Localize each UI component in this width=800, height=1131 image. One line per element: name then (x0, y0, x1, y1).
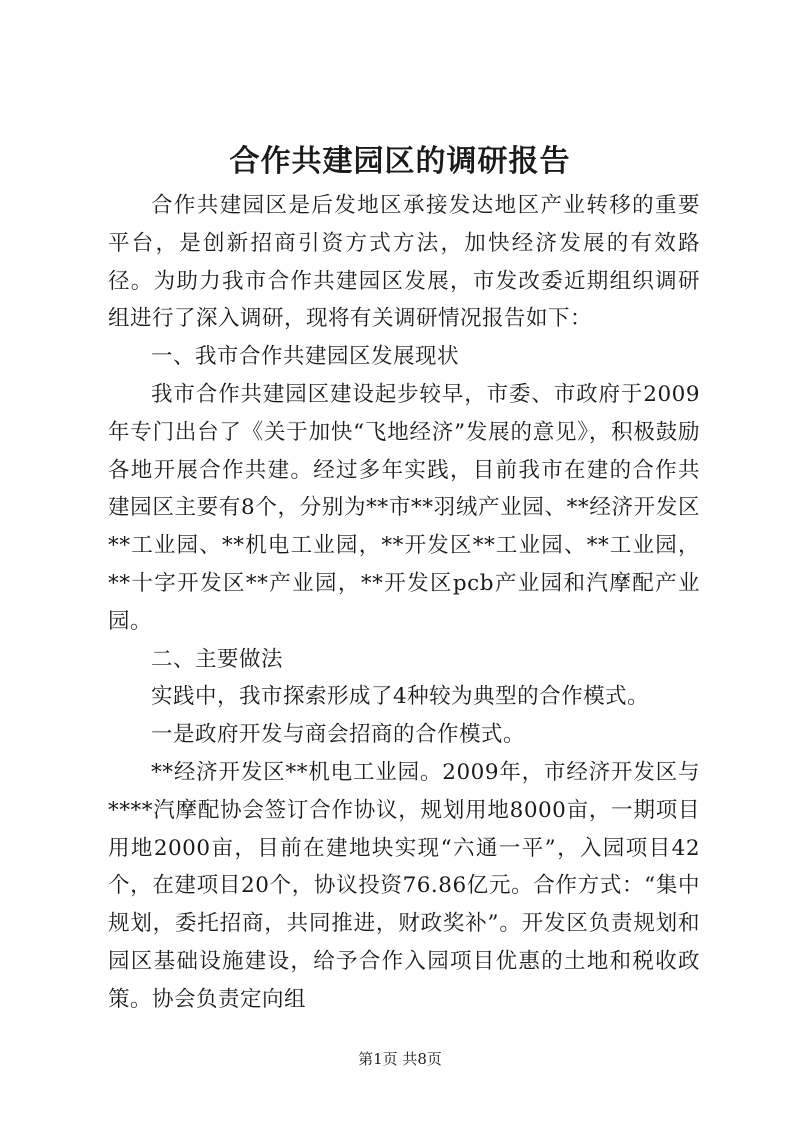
paragraph-model-1: 一是政府开发与商会招商的合作模式。 (151, 722, 526, 748)
document-body (108, 187, 700, 1019)
paragraph-practice: 实践中，我市探索形成了4种较为典型的合作模式。 (151, 684, 650, 710)
paragraph-status: 我市合作共建园区建设起步较早，市委、市政府于2009年专门出台了《关于加快“飞地经济”发展的意见》，积极鼓励各地开展合作共建。经过多年实践，目前我市在建的合作共建园区主要有8个，分别为**市**羽绒产业园、**经济开发区**工业园、**机电工业园，**开发区**工业园、**工业园，**十字开发区**产业园，**开发区pcb产业园和汽摩配产业园。 (108, 381, 700, 634)
page-footer: 第1页 共8页 (358, 1050, 442, 1068)
section-heading-1: 一、我市合作共建园区发展现状 (151, 344, 460, 370)
paragraph-intro: 合作共建园区是后发地区承接发达地区产业转移的重要平台，是创新招商引资方式方法，加快经济发展的有效路径。为助力我市合作共建园区发展，市发改委近期组织调研组进行了深入调研，现将有关调研情况报告如下： (108, 193, 700, 332)
section-heading-2: 二、主要做法 (151, 646, 284, 672)
paragraph-case-1: **经济开发区**机电工业园。2009年，市经济开发区与****汽摩配协会签订合作协议，规划用地8000亩，一期项目用地2000亩，目前在建地块实现“六通一平”，入园项目42个，在建项目20个，协议投资76.86亿元。合作方式：“集中规划，委托招商，共同推进，财政奖补”。开发区负责规划和园区基础设施建设，给予合作入园项目优惠的土地和税收政策。协会负责定向组 (108, 759, 700, 1012)
document-title: 合作共建园区的调研报告 (229, 144, 571, 179)
